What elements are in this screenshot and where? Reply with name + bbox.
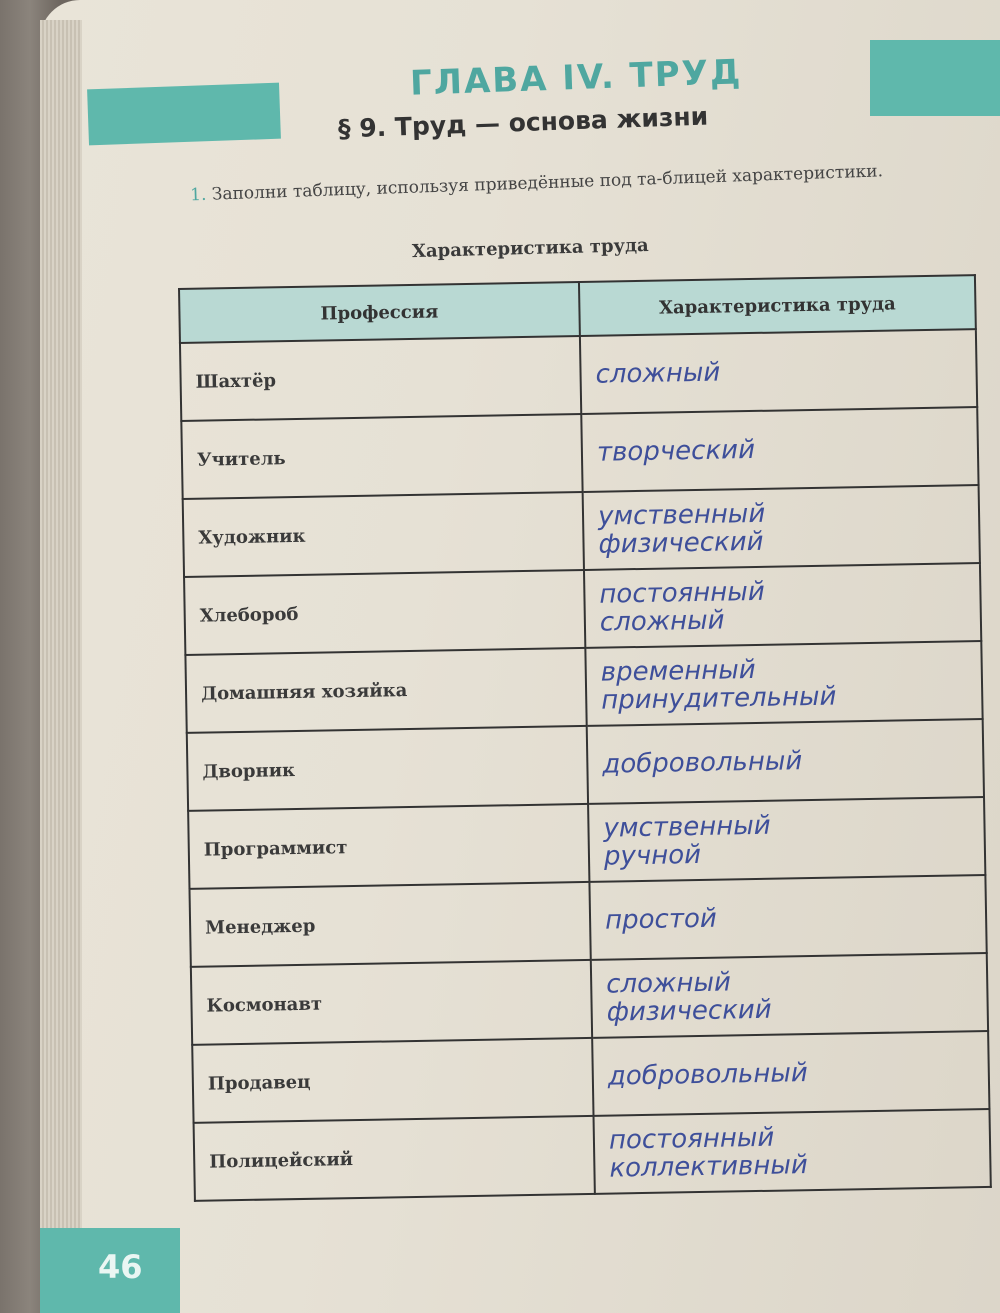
- profession-cell: Полицейский: [194, 1116, 595, 1201]
- handwritten-answer-cell: [587, 719, 984, 804]
- table-row: [181, 407, 978, 499]
- table-body: [180, 329, 991, 1201]
- table-row: [185, 641, 982, 733]
- table-row: [183, 485, 980, 577]
- profession-cell: Продавец: [192, 1038, 593, 1123]
- handwritten-answer-cell: [584, 563, 981, 648]
- handwritten-answer: добровольный: [602, 746, 803, 780]
- chapter-band-right: [870, 40, 1000, 116]
- profession-cell: Космонавт: [191, 960, 592, 1045]
- handwritten-answer: творческий: [596, 434, 756, 468]
- handwritten-answer: сложный: [605, 967, 732, 1000]
- profession-cell: Программист: [188, 804, 589, 889]
- table-row: [187, 719, 984, 811]
- handwritten-answer: умственный: [597, 498, 766, 532]
- task-instruction: Заполни таблицу, используя приведённые под та-блицей характеристики.: [211, 161, 884, 205]
- handwritten-answer-cell: [594, 1109, 991, 1194]
- handwritten-answer: принудительный: [601, 681, 837, 716]
- table-row: [188, 797, 985, 889]
- handwritten-answer-cell: [580, 329, 977, 414]
- handwritten-answer: постоянный: [599, 576, 765, 610]
- handwritten-answer-cell: [591, 953, 988, 1038]
- handwritten-answer-cell: [581, 407, 978, 492]
- table-row: [180, 329, 977, 421]
- handwritten-answer-cell: [585, 641, 982, 726]
- page-number: 46: [98, 1248, 143, 1286]
- profession-cell: Менеджер: [189, 882, 590, 967]
- table-row: [184, 563, 981, 655]
- table-row: [191, 953, 988, 1045]
- profession-cell: Шахтёр: [180, 336, 581, 421]
- page-edge: [40, 20, 82, 1313]
- chapter-band-left: [87, 83, 281, 146]
- profession-cell: Домашняя хозяйка: [185, 648, 586, 733]
- handwritten-answer: временный: [600, 654, 756, 688]
- handwritten-answer-cell: [588, 797, 985, 882]
- column-header-characteristic: Характеристика труда: [579, 275, 976, 336]
- handwritten-answer: постоянный: [608, 1122, 775, 1156]
- profession-cell: Художник: [183, 492, 584, 577]
- profession-cell: Хлебороб: [184, 570, 585, 655]
- handwritten-answer-cell: [583, 485, 980, 570]
- handwritten-answer: умственный: [603, 810, 771, 844]
- table-row: [194, 1109, 991, 1201]
- column-header-profession: Профессия: [179, 282, 580, 343]
- handwritten-answer: коллективный: [609, 1150, 809, 1184]
- handwritten-answer: сложный: [595, 357, 721, 390]
- handwritten-answer-cell: [592, 1031, 989, 1116]
- handwritten-answer: физический: [606, 994, 772, 1028]
- profession-cell: Учитель: [181, 414, 582, 499]
- handwritten-answer: физический: [598, 526, 764, 560]
- handwritten-answer: ручной: [603, 839, 702, 872]
- section-title: § 9. Труд — основа жизни: [337, 101, 709, 144]
- table-caption: Характеристика труда: [411, 234, 649, 263]
- handwritten-answer: простой: [604, 903, 718, 936]
- profession-cell: Дворник: [187, 726, 588, 811]
- table-row: [189, 875, 986, 967]
- task-number: 1.: [189, 184, 207, 206]
- table-row: [192, 1031, 989, 1123]
- handwritten-answer: сложный: [599, 605, 725, 638]
- characteristics-table: [178, 274, 992, 1202]
- chapter-title: ГЛАВА IV. ТРУД: [409, 52, 743, 104]
- handwritten-answer-cell: [589, 875, 986, 960]
- handwritten-answer: добровольный: [607, 1058, 808, 1092]
